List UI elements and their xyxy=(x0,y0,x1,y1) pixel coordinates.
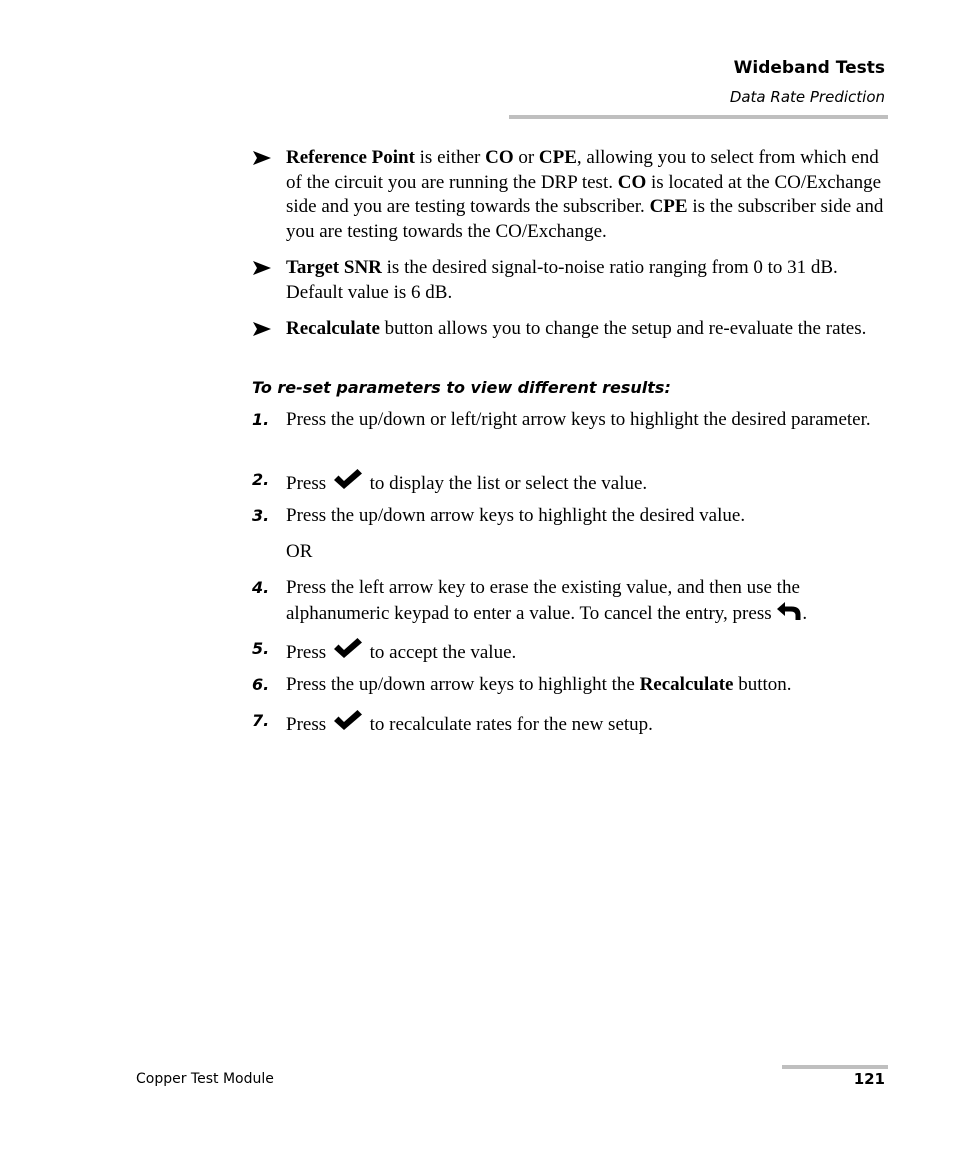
step-number: 4. xyxy=(252,578,270,597)
step-number: 6. xyxy=(252,675,270,694)
step-text xyxy=(286,673,888,698)
text-run: , allowing you to select from which end of the circuit you are running the DRP test. xyxy=(286,147,879,193)
step-text xyxy=(286,408,888,433)
step-text xyxy=(286,468,888,497)
text-run: Press xyxy=(286,714,331,735)
text-run: is the desired signal-to-noise ratio ranging from 0 to 31 dB. Default value is 6 dB. xyxy=(286,257,838,303)
bold-term: CPE xyxy=(649,196,688,217)
arrowhead-bullet-icon xyxy=(252,320,272,336)
bold-term: Recalculate xyxy=(286,318,380,339)
bold-term: Reference Point xyxy=(286,147,415,168)
text-run: to recalculate rates for the new setup. xyxy=(364,714,653,735)
footer-rule xyxy=(782,1065,888,1069)
procedure-title: To re-set parameters to view different results: xyxy=(252,378,671,397)
text-run: is either xyxy=(414,147,486,168)
text-run: Press the up/down arrow keys to highlight the desired value. xyxy=(286,505,746,526)
text-run: Press the left arrow key to erase the existing value, and then use the alphanumeric keypad to enter a value. To cancel the entry, press xyxy=(286,577,800,624)
bold-term: Recalculate xyxy=(639,674,734,695)
text-run: button. xyxy=(733,674,792,695)
footer-document-name: Copper Test Module xyxy=(136,1071,274,1087)
checkmark-icon xyxy=(332,468,364,490)
footer-page-number: 121 xyxy=(853,1070,885,1088)
step-number: 5. xyxy=(252,639,270,658)
text-run: button allows you to change the setup and re-evaluate the rates. xyxy=(379,318,867,339)
bullet-text xyxy=(286,256,888,305)
step-number: 7. xyxy=(252,711,270,730)
text-run: Press the up/down arrow keys to highlight the xyxy=(286,674,640,695)
step-text xyxy=(286,540,888,565)
text-run: Press the up/down or left/right arrow keys to highlight the desired parameter. xyxy=(286,409,871,430)
text-run: is located at the CO/Exchange side and you are testing towards the subscriber. xyxy=(286,171,882,217)
bold-term: CO xyxy=(485,147,514,168)
text-run: or xyxy=(513,147,539,168)
step-text xyxy=(286,504,888,529)
running-header-subtitle: Data Rate Prediction xyxy=(729,88,885,106)
text-run: OR xyxy=(286,541,313,562)
text-run: Press xyxy=(286,473,331,494)
arrowhead-bullet-icon xyxy=(252,259,272,275)
arrowhead-bullet-icon xyxy=(252,149,272,165)
checkmark-icon xyxy=(332,637,364,659)
bold-term: CO xyxy=(617,171,647,193)
text-run: Press xyxy=(286,642,331,663)
running-header-title: Wideband Tests xyxy=(733,58,885,78)
step-number: 1. xyxy=(252,410,270,429)
step-text xyxy=(286,709,888,738)
bold-term: Target SNR xyxy=(286,257,382,278)
text-run: to display the list or select the value. xyxy=(364,473,648,494)
text-run: is the subscriber side and you are testing towards the CO/Exchange. xyxy=(286,196,884,242)
bold-term: CPE xyxy=(538,147,577,168)
bullet-text xyxy=(286,317,888,342)
header-rule xyxy=(509,115,888,119)
text-run: . xyxy=(802,602,808,624)
step-number: 2. xyxy=(252,470,270,489)
step-number: 3. xyxy=(252,506,270,525)
bullet-text xyxy=(286,146,888,244)
back-arrow-icon xyxy=(776,601,802,621)
text-run: to accept the value. xyxy=(364,642,517,663)
checkmark-icon xyxy=(332,709,364,731)
step-text xyxy=(286,576,888,626)
step-text xyxy=(286,637,888,666)
